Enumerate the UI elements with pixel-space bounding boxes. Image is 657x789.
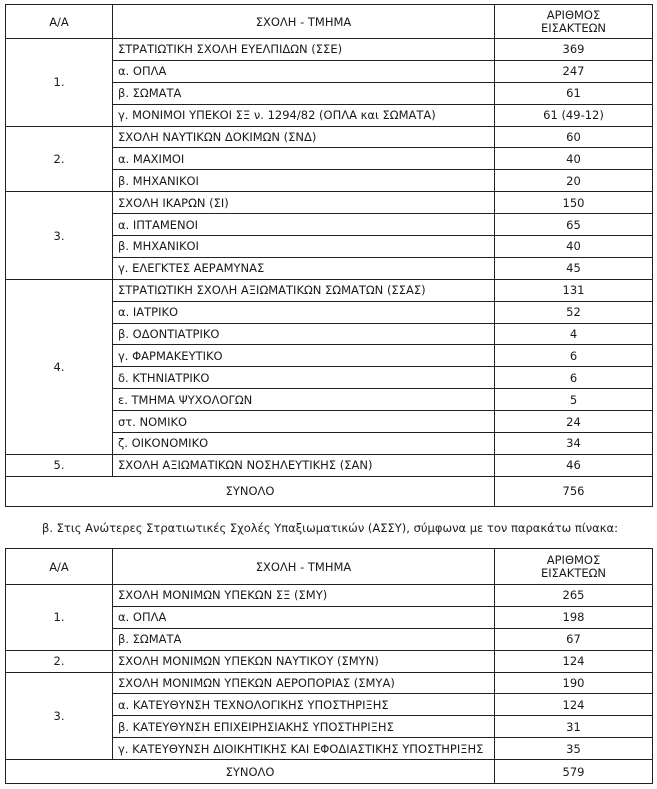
total-value: 579	[495, 760, 653, 784]
admissions-count-cell: 20	[495, 170, 653, 192]
admissions-count-cell: 40	[495, 236, 653, 258]
header-school: ΣΧΟΛΗ - ΤΜΗΜΑ	[113, 5, 495, 39]
school-name-cell: ΣΧΟΛΗ ΑΞΙΩΜΑΤΙΚΩΝ ΝΟΣΗΛΕΥΤΙΚΗΣ (ΣΑΝ)	[113, 454, 495, 476]
admissions-count-cell: 67	[495, 628, 653, 650]
table-row	[6, 672, 653, 694]
admissions-count-cell: 4	[495, 323, 653, 345]
school-name-cell: γ. ΦΑΡΜΑΚΕΥΤΙΚΟ	[113, 345, 495, 367]
school-name-cell: γ. ΚΑΤΕΥΘΥΝΣΗ ΔΙΟΙΚΗΤΙΚΗΣ ΚΑΙ ΕΦΟΔΙΑΣΤΙΚΗΣ ΥΠΟΣΤΗΡΙΞΗΣ	[113, 738, 495, 760]
nco-schools-table	[5, 548, 653, 784]
admissions-count-cell: 124	[495, 650, 653, 672]
admissions-count-cell: 35	[495, 738, 653, 760]
admissions-count-cell: 131	[495, 279, 653, 301]
admissions-count-cell: 369	[495, 39, 653, 61]
total-row	[6, 760, 653, 784]
school-name-cell: α. ΙΑΤΡΙΚΟ	[113, 301, 495, 323]
school-name-cell: ΣΧΟΛΗ ΜΟΝΙΜΩΝ ΥΠΕΚΩΝ ΝΑΥΤΙΚΟΥ (ΣΜΥΝ)	[113, 650, 495, 672]
header-aa: Α/Α	[6, 5, 113, 39]
admissions-count-cell: 124	[495, 694, 653, 716]
header-count	[495, 549, 653, 585]
school-name-cell: ΣΤΡΑΤΙΩΤΙΚΗ ΣΧΟΛΗ ΑΞΙΩΜΑΤΙΚΩΝ ΣΩΜΑΤΩΝ (ΣΣΑΣ)	[113, 279, 495, 301]
group-number: 2.	[6, 650, 113, 672]
school-name-cell: γ. ΜΟΝΙΜΟΙ ΥΠΕΚΟΙ ΣΞ ν. 1294/82 (ΟΠΛΑ και ΣΩΜΑΤΑ)	[113, 104, 495, 126]
school-name-cell: ΣΧΟΛΗ ΜΟΝΙΜΩΝ ΥΠΕΚΩΝ ΣΞ (ΣΜΥ)	[113, 585, 495, 607]
admissions-count-cell: 247	[495, 60, 653, 82]
header-school: ΣΧΟΛΗ - ΤΜΗΜΑ	[113, 549, 495, 585]
admissions-count-cell: 190	[495, 672, 653, 694]
total-value: 756	[495, 476, 653, 506]
group-number: 2.	[6, 126, 113, 192]
table-row	[6, 585, 653, 607]
admissions-count-cell: 65	[495, 214, 653, 236]
group-number: 5.	[6, 454, 113, 476]
admissions-count-cell: 6	[495, 367, 653, 389]
header-count	[495, 5, 653, 39]
table-row	[6, 192, 653, 214]
officers-schools-table	[5, 4, 653, 507]
header-count-line2: ΕΙΣΑΚΤΕΩΝ	[540, 565, 606, 580]
section-paragraph: β. Στις Ανώτερες Στρατιωτικές Σχολές Υπαξιωματικών (ΑΣΣΥ), σύμφωνα με τον παρακάτω πίνακα:	[42, 521, 618, 535]
school-name-cell: ζ. ΟΙΚΟΝΟΜΙΚΟ	[113, 433, 495, 455]
school-name-cell: δ. ΚΤΗΝΙΑΤΡΙΚΟ	[113, 367, 495, 389]
admissions-count-cell: 60	[495, 126, 653, 148]
school-name-cell: β. ΚΑΤΕΥΘΥΝΣΗ ΕΠΙΧΕΙΡΗΣΙΑΚΗΣ ΥΠΟΣΤΗΡΙΞΗΣ	[113, 716, 495, 738]
header-count-line1: ΑΡΙΘΜΟΣ	[546, 552, 601, 567]
group-number: 1.	[6, 39, 113, 127]
group-number: 3.	[6, 672, 113, 760]
table-row	[6, 454, 653, 476]
table-header-row	[6, 549, 653, 585]
school-name-cell: α. ΟΠΛΑ	[113, 606, 495, 628]
school-name-cell: α. ΚΑΤΕΥΘΥΝΣΗ ΤΕΧΝΟΛΟΓΙΚΗΣ ΥΠΟΣΤΗΡΙΞΗΣ	[113, 694, 495, 716]
group-number: 4.	[6, 279, 113, 454]
table2-body	[6, 585, 653, 760]
admissions-count-cell: 24	[495, 411, 653, 433]
table-header-row	[6, 5, 653, 39]
admissions-count-cell: 61 (49-12)	[495, 104, 653, 126]
school-name-cell: ΣΧΟΛΗ ΙΚΑΡΩΝ (ΣΙ)	[113, 192, 495, 214]
admissions-count-cell: 46	[495, 454, 653, 476]
header-count-line2: ΕΙΣΑΚΤΕΩΝ	[540, 20, 606, 35]
school-name-cell: ΣΧΟΛΗ ΝΑΥΤΙΚΩΝ ΔΟΚΙΜΩΝ (ΣΝΔ)	[113, 126, 495, 148]
admissions-count-cell: 34	[495, 433, 653, 455]
school-name-cell: β. ΜΗΧΑΝΙΚΟΙ	[113, 236, 495, 258]
table-row	[6, 279, 653, 301]
total-row	[6, 476, 653, 506]
school-name-cell: α. ΜΑΧΙΜΟΙ	[113, 148, 495, 170]
school-name-cell: β. ΟΔΟΝΤΙΑΤΡΙΚΟ	[113, 323, 495, 345]
admissions-count-cell: 31	[495, 716, 653, 738]
school-name-cell: στ. ΝΟΜΙΚΟ	[113, 411, 495, 433]
group-number: 1.	[6, 585, 113, 651]
admissions-count-cell: 45	[495, 257, 653, 279]
group-number: 3.	[6, 192, 113, 280]
admissions-count-cell: 61	[495, 82, 653, 104]
school-name-cell: β. ΣΩΜΑΤΑ	[113, 628, 495, 650]
admissions-count-cell: 5	[495, 389, 653, 411]
total-label: ΣΥΝΟΛΟ	[6, 476, 495, 506]
school-name-cell: ΣΤΡΑΤΙΩΤΙΚΗ ΣΧΟΛΗ ΕΥΕΛΠΙΔΩΝ (ΣΣΕ)	[113, 39, 495, 61]
table-row	[6, 650, 653, 672]
admissions-count-cell: 52	[495, 301, 653, 323]
admissions-count-cell: 40	[495, 148, 653, 170]
table-row	[6, 39, 653, 61]
school-name-cell: β. ΜΗΧΑΝΙΚΟΙ	[113, 170, 495, 192]
school-name-cell: β. ΣΩΜΑΤΑ	[113, 82, 495, 104]
total-label: ΣΥΝΟΛΟ	[6, 760, 495, 784]
admissions-count-cell: 198	[495, 606, 653, 628]
school-name-cell: α. ΟΠΛΑ	[113, 60, 495, 82]
school-name-cell: ΣΧΟΛΗ ΜΟΝΙΜΩΝ ΥΠΕΚΩΝ ΑΕΡΟΠΟΡΙΑΣ (ΣΜΥΑ)	[113, 672, 495, 694]
admissions-count-cell: 6	[495, 345, 653, 367]
header-aa: Α/Α	[6, 549, 113, 585]
admissions-count-cell: 265	[495, 585, 653, 607]
school-name-cell: ε. ΤΜΗΜΑ ΨΥΧΟΛΟΓΩΝ	[113, 389, 495, 411]
admissions-count-cell: 150	[495, 192, 653, 214]
school-name-cell: γ. ΕΛΕΓΚΤΕΣ ΑΕΡΑΜΥΝΑΣ	[113, 257, 495, 279]
header-count-line1: ΑΡΙΘΜΟΣ	[546, 7, 601, 22]
table-row	[6, 126, 653, 148]
school-name-cell: α. ΙΠΤΑΜΕΝΟΙ	[113, 214, 495, 236]
table1-body	[6, 39, 653, 477]
